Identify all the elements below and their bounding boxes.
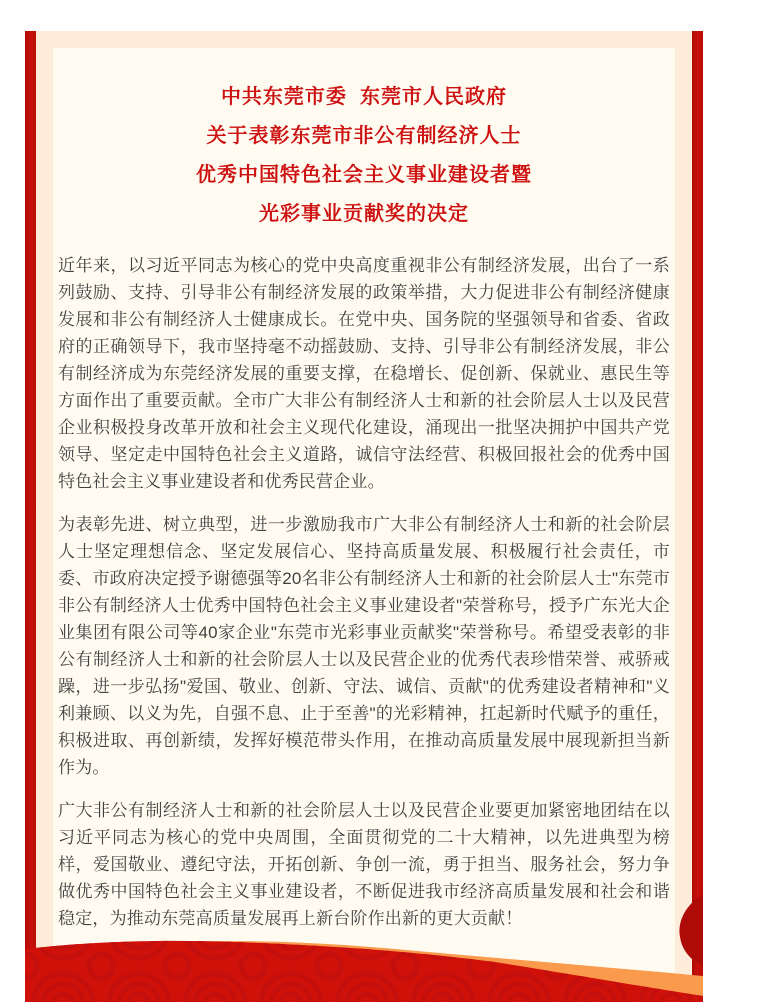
right-red-border-bar xyxy=(692,31,703,1002)
bottom-wave-decoration xyxy=(25,890,703,1002)
notice-body xyxy=(58,252,670,932)
body-paragraph: 广大非公有制经济人士和新的社会阶层人士以及民营企业要更加紧密地团结在以习近平同志为核心的党中央周围，全面贯彻党的二十大精神，以先进典型为榜样，爱国敬业、遵纪守法，开拓创新、争创一流，勇于担当、服务社会，努力争做优秀中国特色社会主义事业建设者，不断促进我市经济高质量发展和社会和谐稳定，为推动东莞高质量发展再上新台阶作出新的更大贡献！ xyxy=(58,801,670,928)
title-line-subject-2: 优秀中国特色社会主义事业建设者暨 xyxy=(196,164,532,186)
corner-wave-shape xyxy=(679,894,703,966)
notice-card xyxy=(53,48,675,1002)
notice-document xyxy=(58,48,670,948)
notice-title xyxy=(58,48,670,234)
left-red-border-bar xyxy=(25,31,36,1002)
notice-page xyxy=(25,31,703,1002)
body-paragraph: 近年来，以习近平同志为核心的党中央高度重视非公有制经济发展，出台了一系列鼓励、支持、引导非公有制经济发展的政策举措，大力促进非公有制经济健康发展和非公有制经济人士健康成长。在党中央、国务院的坚强领导和省委、省政府的正确领导下，我市坚持毫不动摇鼓励、支持、引导非公有制经济发展，非公有制经济成为东莞经济发展的重要支撑，在稳增长、促创新、保就业、惠民生等方面作出了重要贡献。全市广大非公有制经济人士和新的社会阶层人士以及民营企业积极投身改革开放和社会主义现代化建设，涌现出一批坚决拥护中国共产党领导、坚定走中国特色社会主义道路，诚信守法经营、积极回报社会的优秀中国特色社会主义事业建设者和优秀民营企业。 xyxy=(58,256,670,491)
title-line-subject-3: 光彩事业贡献奖的决定 xyxy=(259,203,469,225)
title-line-subject-1: 关于表彰东莞市非公有制经济人士 xyxy=(206,125,522,147)
title-line-issuer: 中共东莞市委 东莞市人民政府 xyxy=(220,86,508,108)
body-paragraph: 为表彰先进、树立典型，进一步激励我市广大非公有制经济人士和新的社会阶层人士坚定理想信念、坚定发展信心、坚持高质量发展、积极履行社会责任，市委、市政府决定授予谢德强等20名非公有制经济人士和新的社会阶层人士"东莞市非公有制经济人士优秀中国特色社会主义事业建设者"荣誉称号，授予广东光大企业集团有限公司等40家企业"东莞市光彩事业贡献奖"荣誉称号。希望受表彰的非公有制经济人士和新的社会阶层人士以及民营企业的优秀代表珍惜荣誉、戒骄戒躁，进一步弘扬"爱国、敬业、创新、守法、诚信、贡献"的优秀建设者精神和"义利兼顾、以义为先，自强不息、止于至善"的光彩精神，扛起新时代赋予的重任，积极进取、再创新绩，发挥好模范带头作用，在推动高质量发展中展现新担当新作为。 xyxy=(58,515,670,777)
